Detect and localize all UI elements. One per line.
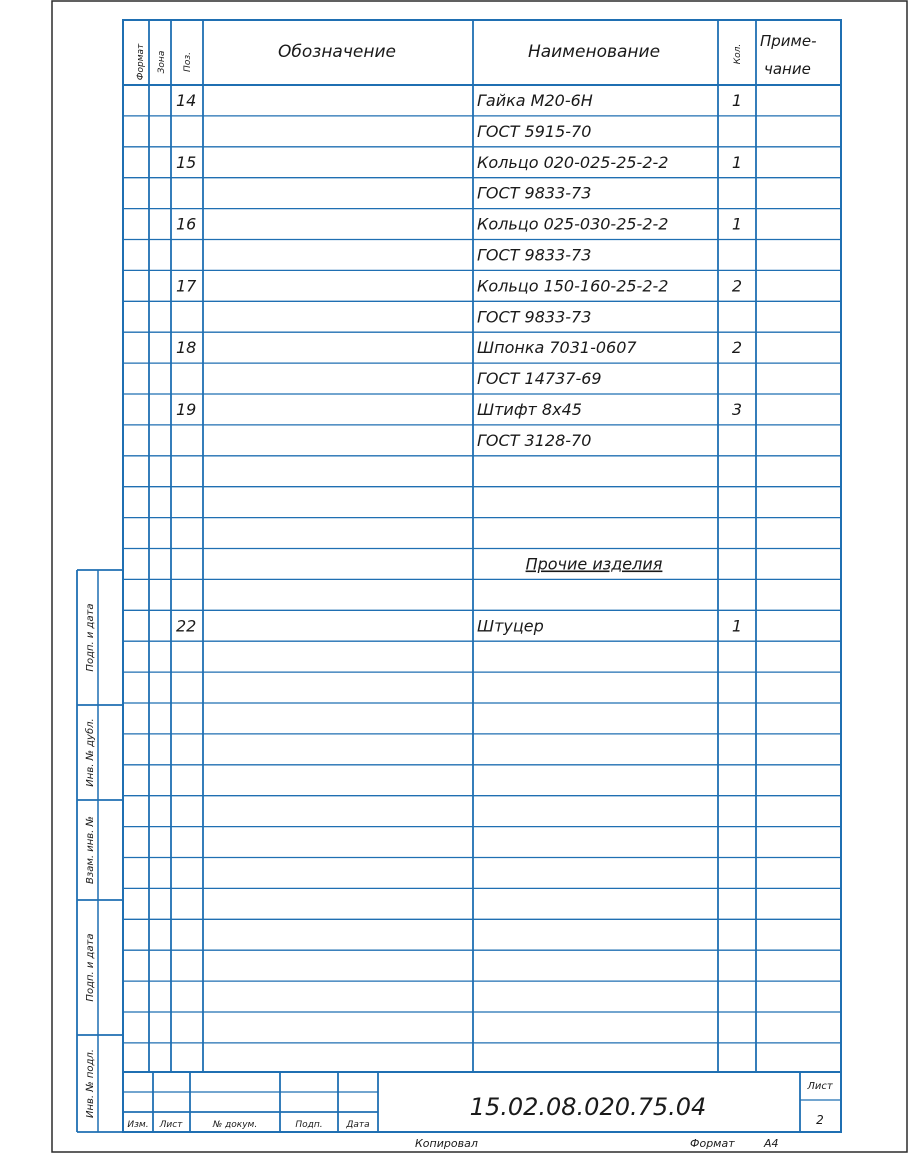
row-pos: 15 (176, 152, 197, 172)
row-qty: 1 (731, 91, 743, 110)
title-block-label: Дата (346, 1120, 370, 1130)
header-qty: Кол. (733, 43, 743, 65)
row-pos: 18 (176, 338, 197, 358)
header-name: Наименование (527, 42, 661, 62)
row-name: ГОСТ 9833-73 (477, 307, 592, 327)
row-qty: 2 (731, 276, 743, 296)
header-format: Формат (136, 43, 146, 81)
row-name: Штуцер (477, 616, 544, 636)
row-name: ГОСТ 14737-69 (477, 369, 602, 389)
row-qty: 3 (731, 400, 743, 419)
title-block-label: № докум. (212, 1120, 258, 1130)
footer-format-value: А4 (764, 1137, 779, 1150)
outer-frame (52, 1, 907, 1152)
row-qty: 2 (731, 338, 743, 358)
row-pos: 19 (176, 400, 197, 419)
side-label: Подп. и дата (85, 933, 96, 1002)
row-name: Гайка М20-6Н (477, 91, 593, 110)
row-name: Кольцо 150-160-25-2-2 (477, 276, 669, 296)
footer-copied: Копировал (415, 1137, 478, 1150)
side-label: Инв. № подл. (85, 1049, 96, 1118)
row-name: Штифт 8х45 (477, 400, 582, 419)
header-note-line1: Приме- (760, 32, 817, 50)
side-label: Инв. № дубл. (85, 718, 96, 787)
row-name: ГОСТ 3128-70 (477, 430, 592, 450)
row-name: Шпонка 7031-0607 (477, 338, 637, 358)
side-label: Взам. инв. № (85, 816, 96, 884)
row-pos: 14 (176, 91, 197, 110)
row-pos: 22 (176, 616, 197, 636)
title-block-label: Лист (159, 1120, 183, 1130)
sheet-number: 2 (816, 1113, 824, 1127)
sheet-label: Лист (807, 1081, 833, 1092)
row-name: ГОСТ 5915-70 (477, 121, 592, 141)
header-note-line2: чание (764, 60, 811, 78)
title-block-label: Подп. (295, 1120, 323, 1130)
row-name: ГОСТ 9833-73 (477, 183, 592, 203)
header-designation: Обозначение (278, 42, 396, 62)
document-code: 15.02.08.020.75.04 (469, 1093, 707, 1121)
row-name: ГОСТ 9833-73 (477, 245, 592, 265)
section-heading: Прочие изделия (525, 554, 663, 574)
footer-format-label: Формат (690, 1137, 735, 1150)
header-zone: Зона (157, 50, 167, 74)
side-label: Подп. и дата (85, 603, 96, 672)
row-name: Кольцо 025-030-25-2-2 (477, 214, 669, 234)
row-pos: 17 (176, 276, 197, 296)
header-pos: Поз. (183, 52, 193, 72)
row-qty: 1 (731, 152, 743, 172)
title-block-label: Изм. (127, 1120, 149, 1130)
row-qty: 1 (731, 214, 743, 234)
row-name: Кольцо 020-025-25-2-2 (477, 152, 669, 172)
row-pos: 16 (176, 214, 197, 234)
row-qty: 1 (731, 616, 743, 636)
